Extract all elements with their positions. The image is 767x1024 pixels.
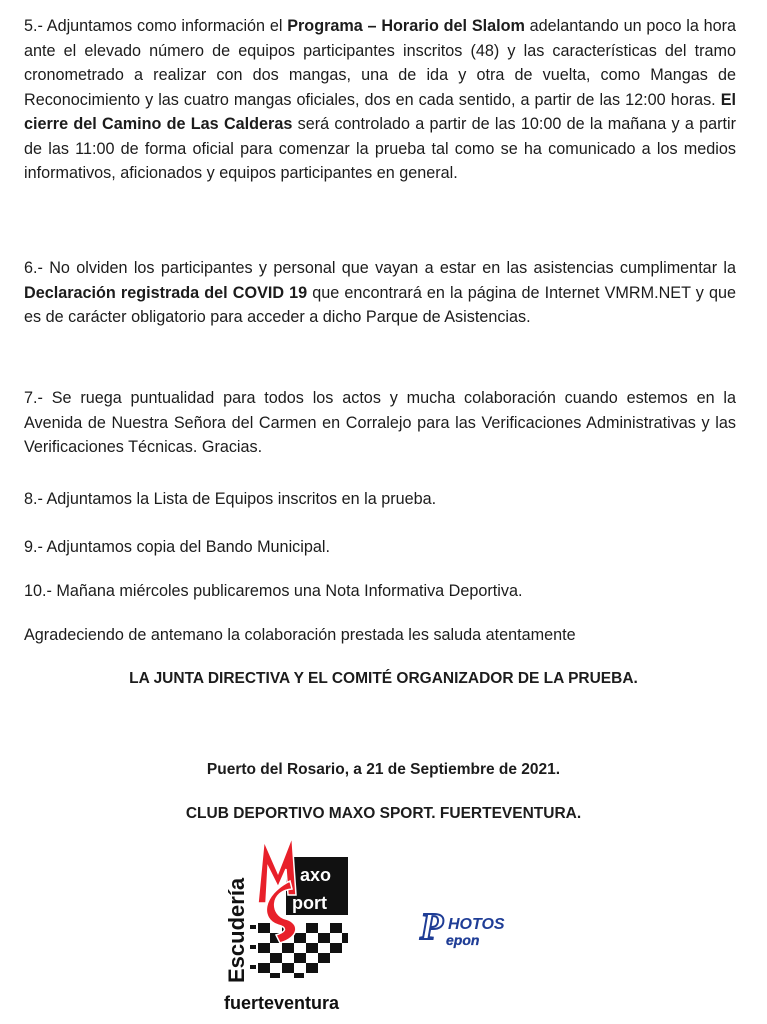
logo-escuderia-text: Escudería	[224, 877, 249, 983]
p6-bold-1: Declaración registrada del COVID 19	[24, 283, 308, 302]
club-name: CLUB DEPORTIVO MAXO SPORT. FUERTEVENTURA.	[185, 805, 582, 822]
escuderia-maxo-sport-logo	[200, 833, 360, 1013]
p5-text-3: será controlado a partir de las 10:00 de la mañana y a partir de las 11:00 de forma oficial para comenzar la prueba tal como se ha comunicado a los medios informativos, aficionados y equipos participantes en general.	[24, 115, 736, 182]
p5-text-2: adelantando un poco la hora ante el elevado número de equipos participantes inscritos (48) y las características del tramo cronometrado a realizar con dos mangas, una de ida y otra de vuelta, como Mangas de Reconocimiento y las cuatro mangas oficiales, dos en cada sentido, a partir de las 12:00 horas.	[24, 17, 736, 109]
logo-axo-text: axo	[300, 865, 332, 885]
paragraph-7: 7.- Se ruega puntualidad para todos los actos y mucha colaboración cuando estemos en la Avenida de Nuestra Señora del Carmen en Corralejo para las Verificaciones Administrativas y las Verificaciones Técnicas. Gracias.	[24, 389, 736, 456]
p6-text-1: 6.- No olviden los participantes y personal que vayan a estar en las asistencias cumplimentar la	[24, 259, 736, 277]
p5-bold-2: El cierre del Camino de Las Calderas	[24, 90, 736, 133]
paragraph-8: 8.- Adjuntamos la Lista de Equipos inscritos en la prueba.	[24, 490, 437, 508]
paragraph-10: 10.- Mañana miércoles publicaremos una Nota Informativa Deportiva.	[24, 582, 523, 600]
logo-epon-text: epon	[446, 932, 480, 948]
logo-hotos-text: HOTOS	[448, 916, 505, 933]
paragraph-6	[24, 256, 736, 330]
logo-p-letter: P	[420, 906, 444, 948]
p5-bold-1: Programa – Horario del Slalom	[287, 17, 525, 35]
logo-fuerteventura-text: fuerteventura	[224, 993, 340, 1013]
p6-text-2: que encontrará en la página de Internet VMRM.NET y que es de carácter obligatorio para acceder a dicho Parque de Asistencias.	[24, 283, 737, 326]
paragraph-9: 9.- Adjuntamos copia del Bando Municipal.	[24, 538, 330, 556]
photos-pepon-logo	[418, 905, 578, 953]
paragraph-5	[24, 14, 736, 186]
logo-port-text: port	[292, 893, 327, 913]
place-date: Puerto del Rosario, a 21 de Septiembre de 2021.	[206, 761, 561, 778]
signature-board: LA JUNTA DIRECTIVA Y EL COMITÉ ORGANIZADOR DE LA PRUEBA.	[129, 670, 638, 687]
p5-text-1: 5.- Adjuntamos como información el	[24, 17, 288, 35]
closing-line: Agradeciendo de antemano la colaboración prestada les saluda atentamente	[24, 626, 576, 644]
